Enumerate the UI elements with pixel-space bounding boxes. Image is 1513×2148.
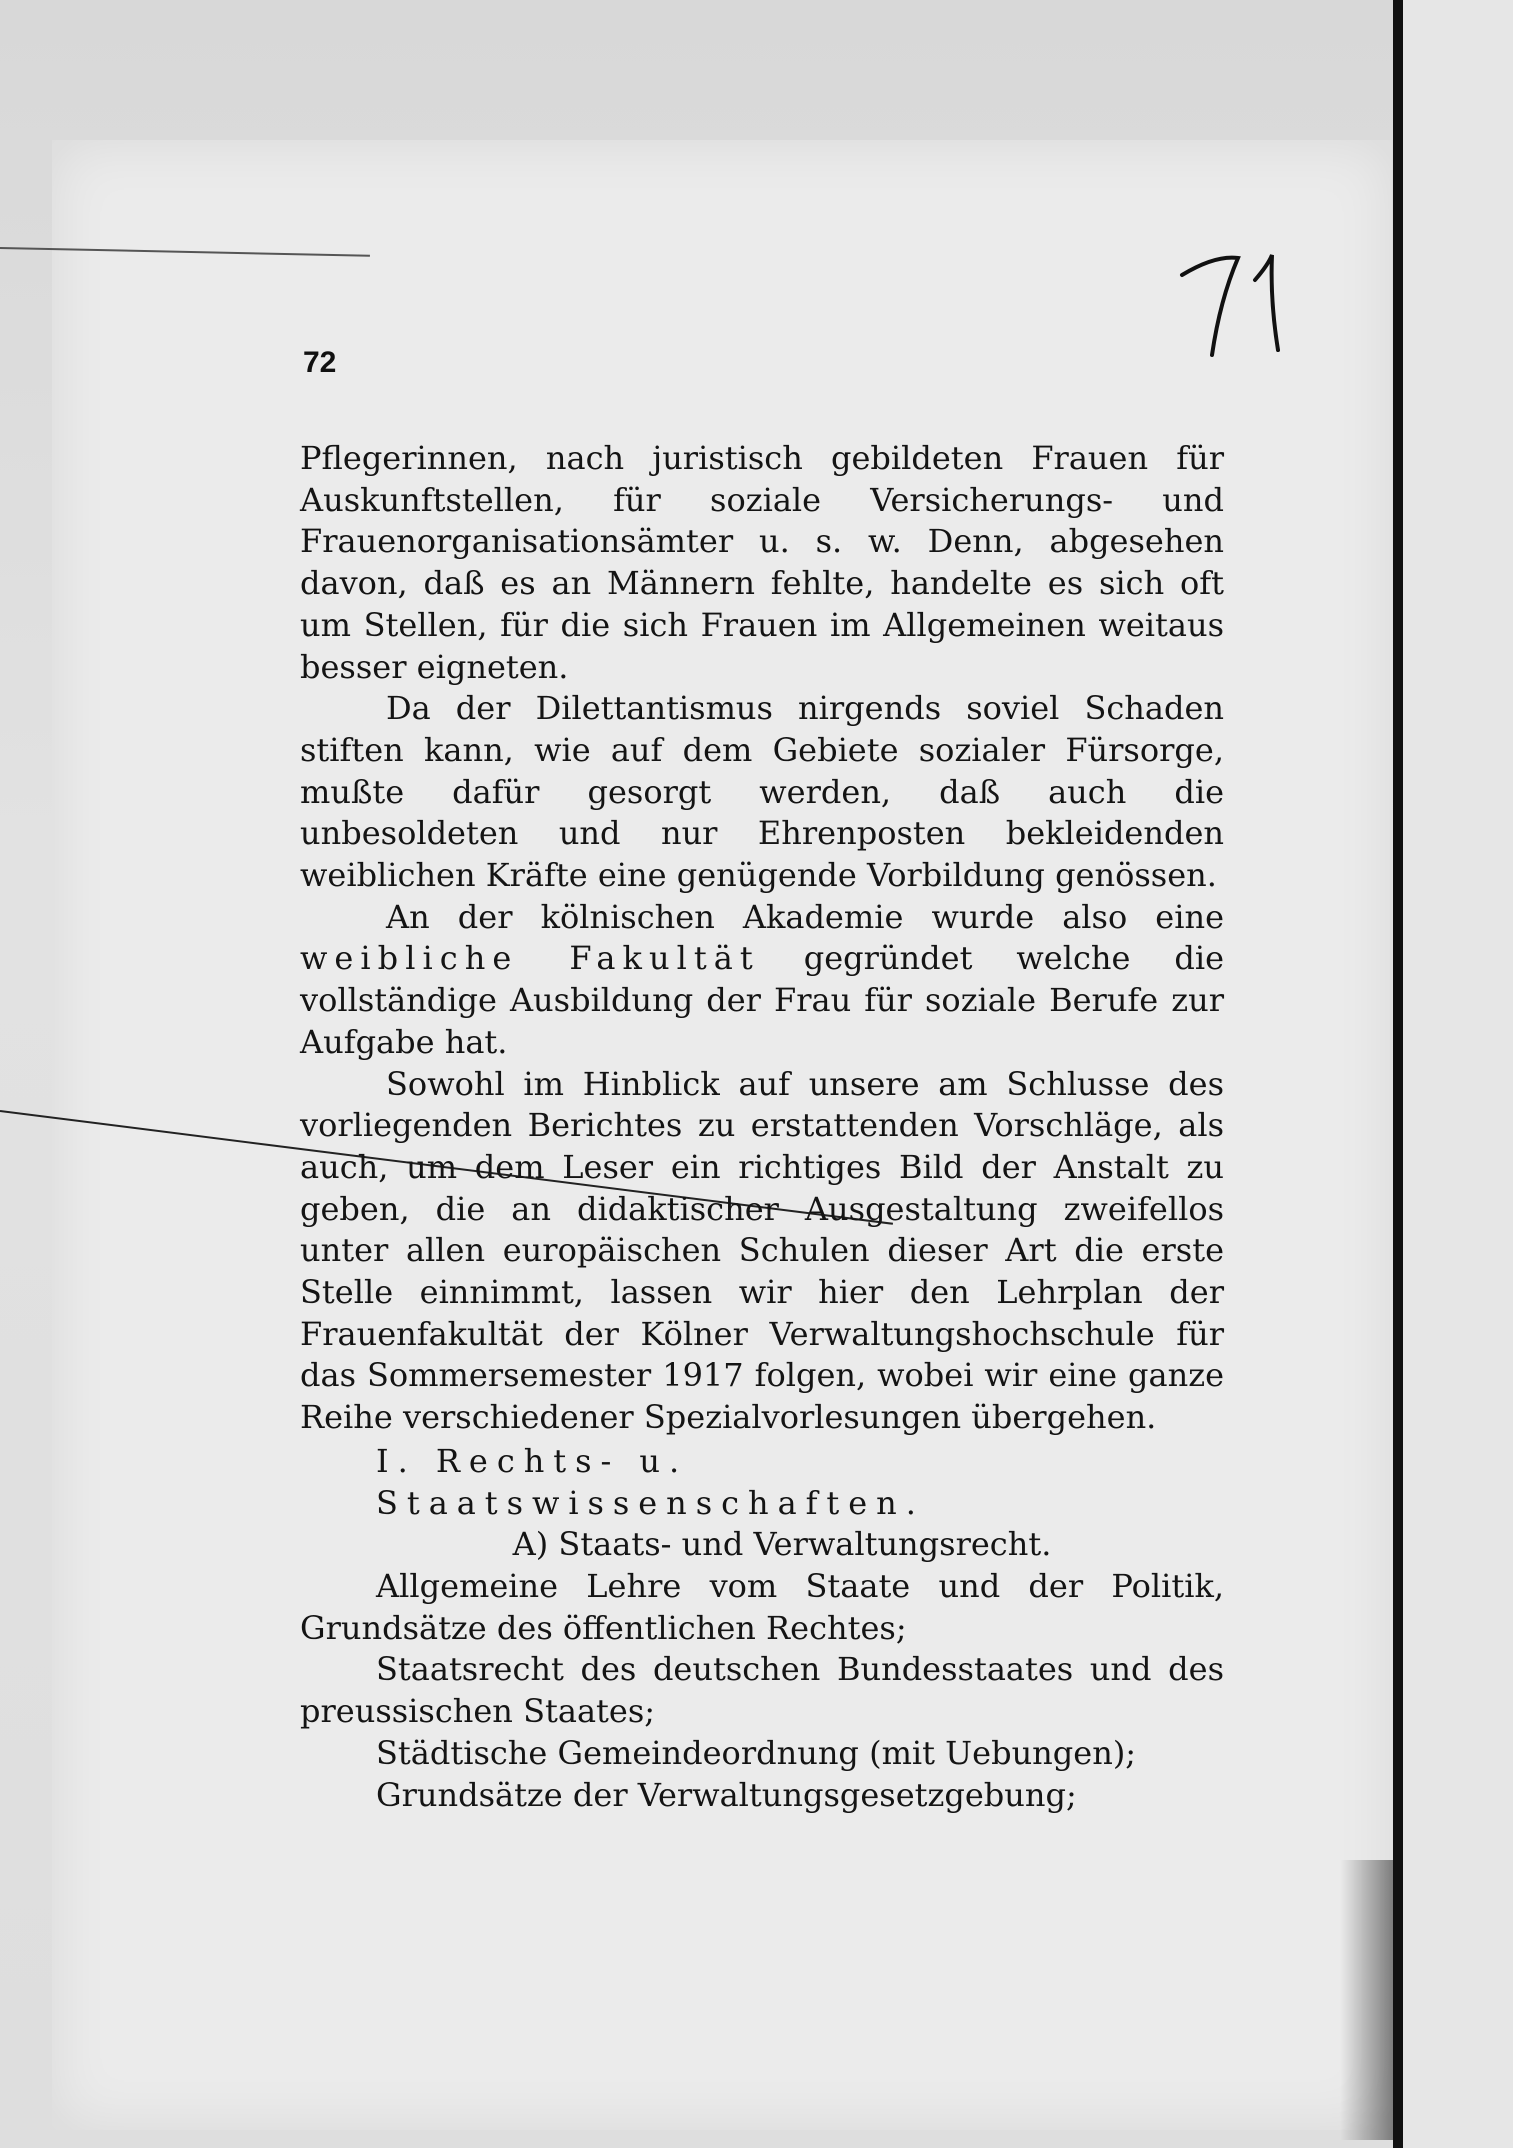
list-item: Staatsrecht des deutschen Bundesstaates und des preussischen Staates; <box>300 1650 1224 1731</box>
subheading: A) Staats- und Verwaltungsrecht. <box>512 1525 1052 1564</box>
paragraph: Pflegerinnen, nach juristisch gebildeten Frauen für Auskunftstellen, für soziale Versicherungs- und Frauenorganisationsämter u. s. w. Denn, abgesehen davon, daß es an Männern fehlte, handelte es sich oft um Stellen, für die sich Frauen im Allgemeinen weitaus besser eigneten. <box>300 439 1224 686</box>
list-item: Städtische Gemeindeordnung (mit Uebungen); <box>376 1733 1137 1772</box>
body-text <box>300 438 1224 1816</box>
section-heading: I. Rechts- u. Staatswissenschaften. <box>376 1441 925 1522</box>
paragraph-weibliche-fakultaet <box>300 897 1224 1064</box>
page-edge <box>1393 0 1403 2148</box>
list-item: Grundsätze der Verwaltungsgesetzgebung; <box>376 1775 1077 1814</box>
paragraph-text: An der kölnischen Akademie wurde also eine <box>386 897 1224 936</box>
handwritten-page-number <box>1160 240 1300 370</box>
emphasized-text: weibliche Fakultät <box>300 939 760 978</box>
paragraph-text: gegründet welche die vollständige Ausbildung der Frau für soziale Berufe zur Aufgabe hat. <box>300 939 1224 1061</box>
adjacent-page-strip <box>1403 0 1513 2148</box>
page-number: 72 <box>303 346 337 379</box>
paragraph: Da der Dilettantismus nirgends soviel Schaden stiften kann, wie auf dem Gebiete sozialer Fürsorge, mußte dafür gesorgt werden, daß auch die unbesoldeten und nur Ehrenposten bekleidenden weiblichen Kräfte eine genügende Vorbildung genössen. <box>300 689 1224 895</box>
paragraph: Sowohl im Hinblick auf unsere am Schlusse des vorliegenden Berichtes zu erstattenden Vorschläge, als auch, um dem Leser ein richtiges Bild der Anstalt zu geben, die an didaktischer Ausgestaltung zweifellos unter allen europäischen Schulen dieser Art die erste Stelle einnimmt, lassen wir hier den Lehrplan der Frauenfakultät der Kölner Verwaltungshochschule für das Sommersemester 1917 folgen, wobei wir eine ganze Reihe verschiedener Spezialvorlesungen übergehen. <box>300 1064 1224 1437</box>
list-item: Allgemeine Lehre vom Staate und der Politik, Grundsätze des öffentlichen Rechtes; <box>300 1566 1224 1647</box>
gutter-shadow <box>1340 1860 1400 2140</box>
